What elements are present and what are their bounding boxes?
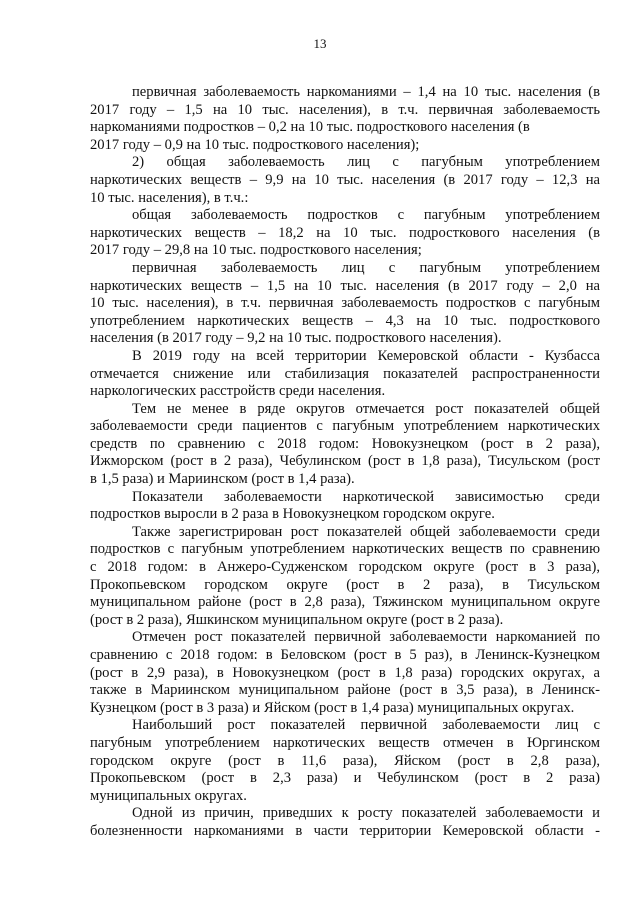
- text-line: Отмечен рост показателей первичной заболеваемости наркоманией по: [132, 629, 600, 646]
- text-line: Прокопьевском городском округе (рост в 2 раза), в Тисульском: [90, 576, 600, 593]
- text-line: отмечается снижение или стабилизация показателей распространенности: [90, 365, 600, 382]
- text-line: наркотических веществ – 1,5 на 10 тыс. населения (в 2017 году – 2,0 на: [90, 277, 600, 294]
- text-line: первичная заболеваемость лиц с пагубным употреблением: [132, 259, 600, 276]
- text-line: муниципальных округах.: [90, 787, 247, 804]
- text-line: наркотических веществ – 18,2 на 10 тыс. подросткового населения (в: [90, 224, 600, 241]
- text-line: Кузнецком (рост в 3 раза) и Яйском (рост в 1,4 раза) муниципальных округах.: [90, 699, 575, 716]
- text-line: пагубным употреблением наркотических веществ отмечен в Юргинском: [90, 734, 600, 751]
- text-line: 10 тыс. населения), в т.ч.:: [90, 189, 249, 206]
- text-line: (рост в 2,9 раза), в Новокузнецком (рост в 1,8 раза) городских округах, а: [90, 664, 600, 681]
- text-line: Ижморском (рост в 2 раза), Чебулинском (рост в 1,8 раза), Тисульском (рост: [90, 453, 600, 470]
- text-line: Также зарегистрирован рост показателей общей заболеваемости среди: [132, 523, 600, 540]
- text-line: подростков с пагубным употреблением наркотических веществ по сравнению: [90, 541, 600, 558]
- text-line: 2) общая заболеваемость лиц с пагубным употреблением: [132, 154, 600, 171]
- text-line: Одной из причин, приведших к росту показателей заболеваемости и: [132, 805, 600, 822]
- document-body: [90, 84, 600, 841]
- text-line: 2017 году – 0,9 на 10 тыс. подросткового населения);: [90, 136, 420, 153]
- text-line: с 2018 годом: в Анжеро-Судженском городском округе (рост в 3 раза),: [90, 559, 600, 576]
- text-line: Показатели заболеваемости наркотической зависимостью среди: [132, 488, 600, 505]
- page-number: 13: [313, 36, 327, 51]
- text-line: муниципальном районе (рост в 2,8 раза), Тяжинском муниципальном округе: [90, 594, 600, 611]
- text-line: В 2019 году на всей территории Кемеровской области - Кузбасса: [132, 347, 600, 364]
- text-line: общая заболеваемость подростков с пагубным употреблением: [132, 207, 600, 224]
- text-line: подростков выросли в 2 раза в Новокузнецком городском округе.: [90, 506, 495, 523]
- text-line: Наибольший рост показателей первичной заболеваемости лиц с: [132, 717, 600, 734]
- text-line: 2017 году – 1,5 на 10 тыс. населения), в т.ч. первичная заболеваемость: [90, 101, 600, 118]
- text-line: 10 тыс. населения), в т.ч. первичная заболеваемость подростков с пагубным: [90, 295, 600, 312]
- text-line: сравнению с 2018 годом: в Беловском (рост в 5 раз), в Ленинск-Кузнецком: [90, 647, 600, 663]
- text-line: (рост в 2 раза), Яшкинском муниципальном округе (рост в 2 раза).: [90, 611, 504, 628]
- text-line: наркологических расстройств среди населения.: [90, 383, 386, 400]
- text-line: болезненности наркоманиями в части территории Кемеровской области -: [90, 822, 600, 839]
- text-line: городском округе (рост в 11,6 раза), Яйском (рост в 2,8 раза),: [90, 752, 600, 769]
- text-line: наркотических веществ – 9,9 на 10 тыс. населения (в 2017 году – 12,3 на: [90, 171, 600, 188]
- text-line: также в Мариинском муниципальном районе (рост в 3,5 раза), в Ленинск-: [90, 682, 600, 699]
- text-line: первичная заболеваемость наркоманиями – 1,4 на 10 тыс. населения (в: [132, 84, 600, 100]
- text-line: употреблением наркотических веществ – 4,3 на 10 тыс. подросткового: [90, 312, 600, 329]
- text-line: населения (в 2017 году – 9,2 на 10 тыс. подросткового населения).: [90, 330, 502, 347]
- text-line: наркоманиями подростков – 0,2 на 10 тыс. подросткового населения (в: [90, 119, 530, 136]
- text-line: Прокопьевском (рост в 2,3 раза) и Чебулинском (рост в 2 раза): [90, 770, 600, 787]
- text-line: Тем не менее в ряде округов отмечается рост показателей общей: [132, 400, 600, 417]
- text-line: заболеваемости среди пациентов с пагубным употреблением наркотических: [90, 418, 600, 435]
- text-line: 2017 году – 29,8 на 10 тыс. подросткового населения;: [90, 242, 422, 259]
- text-line: в 1,5 раза) и Мариинском (рост в 1,4 раза).: [90, 471, 355, 488]
- text-line: средств по сравнению с 2018 годом: Новокузнецком (рост в 2 раза),: [90, 435, 600, 452]
